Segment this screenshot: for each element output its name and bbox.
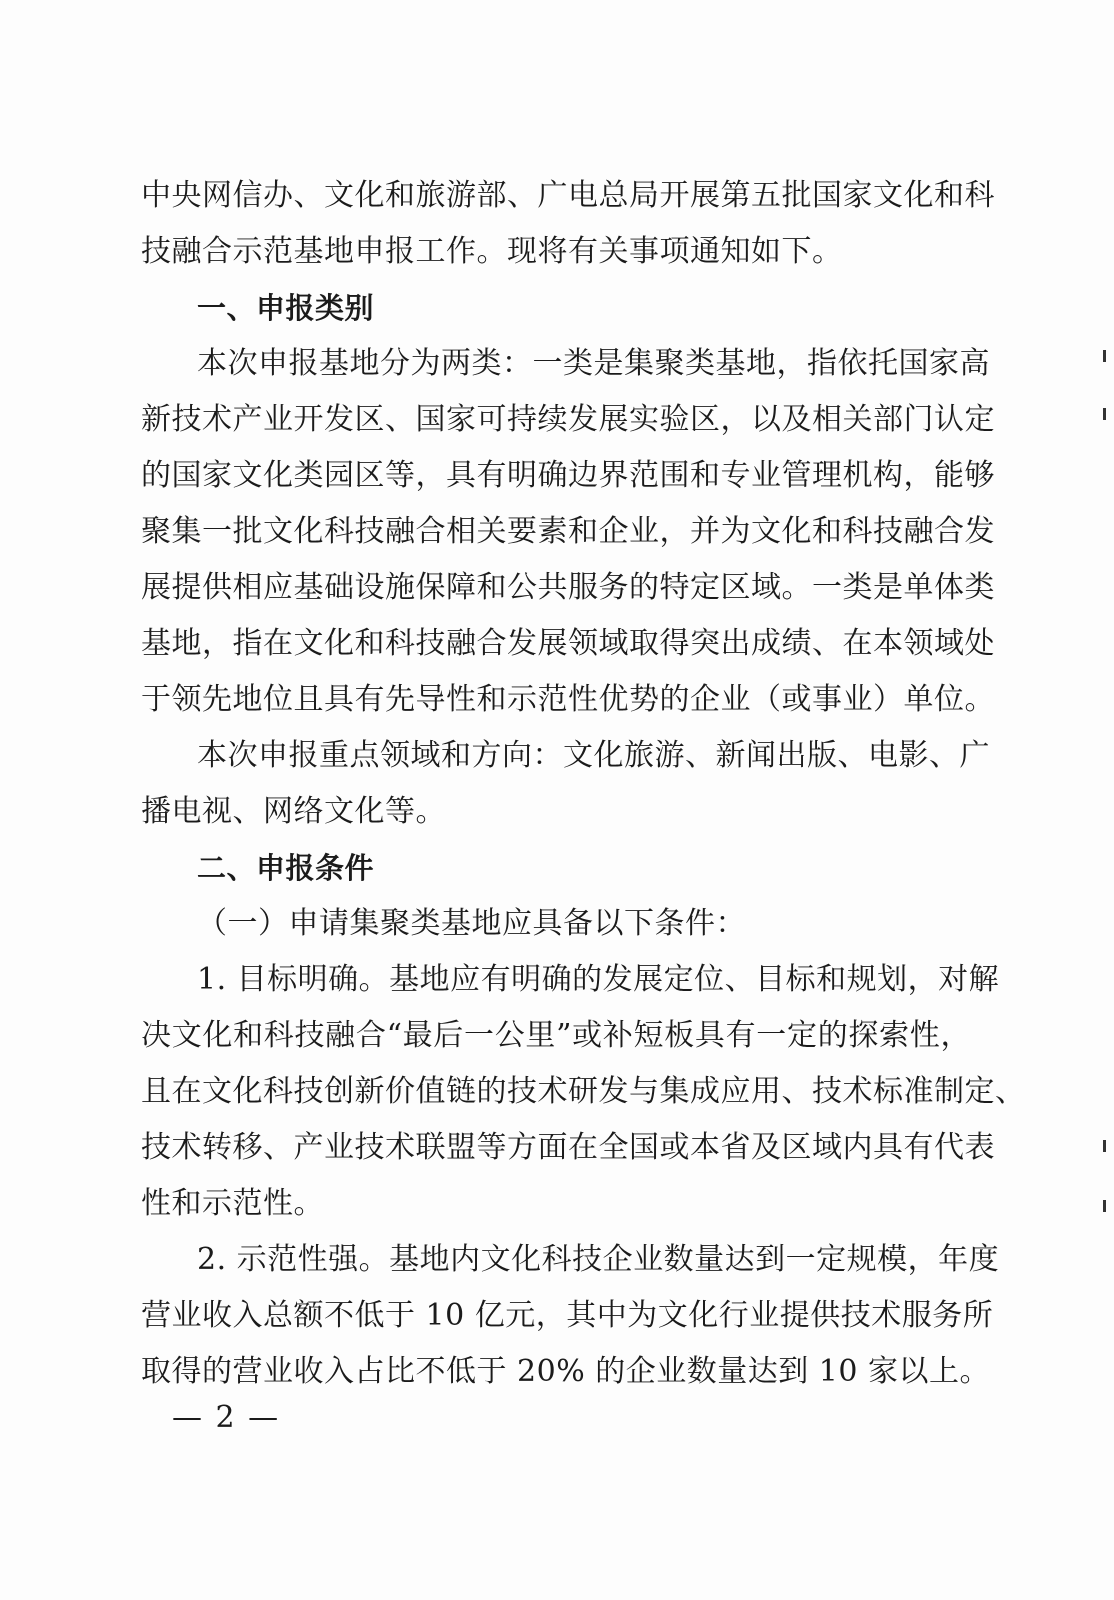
paragraph-line: 本次申报重点领域和方向：文化旅游、新闻出版、电影、广 (197, 738, 990, 773)
paragraph-line: 本次申报基地分为两类：一类是集聚类基地，指依托国家高 (197, 346, 990, 381)
paragraph-line: 新技术产业开发区、国家可持续发展实验区，以及相关部门认定 (141, 402, 995, 437)
paragraph-line: 基地，指在文化和科技融合发展领域取得突出成绩、在本领域处 (141, 626, 995, 661)
paragraph-line: 中央网信办、文化和旅游部、广电总局开展第五批国家文化和科 (141, 178, 995, 213)
paragraph-line: 且在文化科技创新价值链的技术研发与集成应用、技术标准制定、 (141, 1074, 1026, 1109)
document-body (141, 168, 1026, 1400)
scan-edge-mark (1103, 408, 1106, 420)
paragraph-line: 展提供相应基础设施保障和公共服务的特定区域。一类是单体类 (141, 570, 995, 605)
section-heading-conditions: 二、申报条件 (197, 851, 375, 885)
paragraph-line: 1. 目标明确。基地应有明确的发展定位、目标和规划，对解 (197, 962, 1000, 997)
paragraph-line: 聚集一批文化科技融合相关要素和企业，并为文化和科技融合发 (141, 514, 995, 549)
page-number: — 2 — (172, 1400, 281, 1435)
paragraph-line: 营业收入总额不低于 10 亿元，其中为文化行业提供技术服务所 (141, 1298, 994, 1333)
paragraph-line: 于领先地位且具有先导性和示范性优势的企业（或事业）单位。 (141, 682, 995, 717)
section-heading-categories: 一、申报类别 (197, 291, 375, 325)
paragraph-line: 决文化和科技融合“最后一公里”或补短板具有一定的探索性， (141, 1018, 971, 1053)
paragraph-line: 取得的营业收入占比不低于 20% 的企业数量达到 10 家以上。 (141, 1354, 990, 1389)
paragraph-line: 性和示范性。 (141, 1186, 324, 1221)
paragraph-line: 技融合示范基地申报工作。现将有关事项通知如下。 (141, 234, 843, 269)
scan-edge-mark (1103, 1200, 1106, 1212)
paragraph-line: 技术转移、产业技术联盟等方面在全国或本省及区域内具有代表 (141, 1130, 995, 1165)
paragraph-line: 的国家文化类园区等，具有明确边界范围和专业管理机构，能够 (141, 458, 995, 493)
subsection-heading: （一）申请集聚类基地应具备以下条件： (197, 906, 746, 941)
scan-edge-mark (1103, 1140, 1106, 1152)
paragraph-line: 2. 示范性强。基地内文化科技企业数量达到一定规模，年度 (197, 1242, 1000, 1277)
paragraph-line: 播电视、网络文化等。 (141, 794, 446, 829)
scan-edge-mark (1103, 350, 1106, 362)
